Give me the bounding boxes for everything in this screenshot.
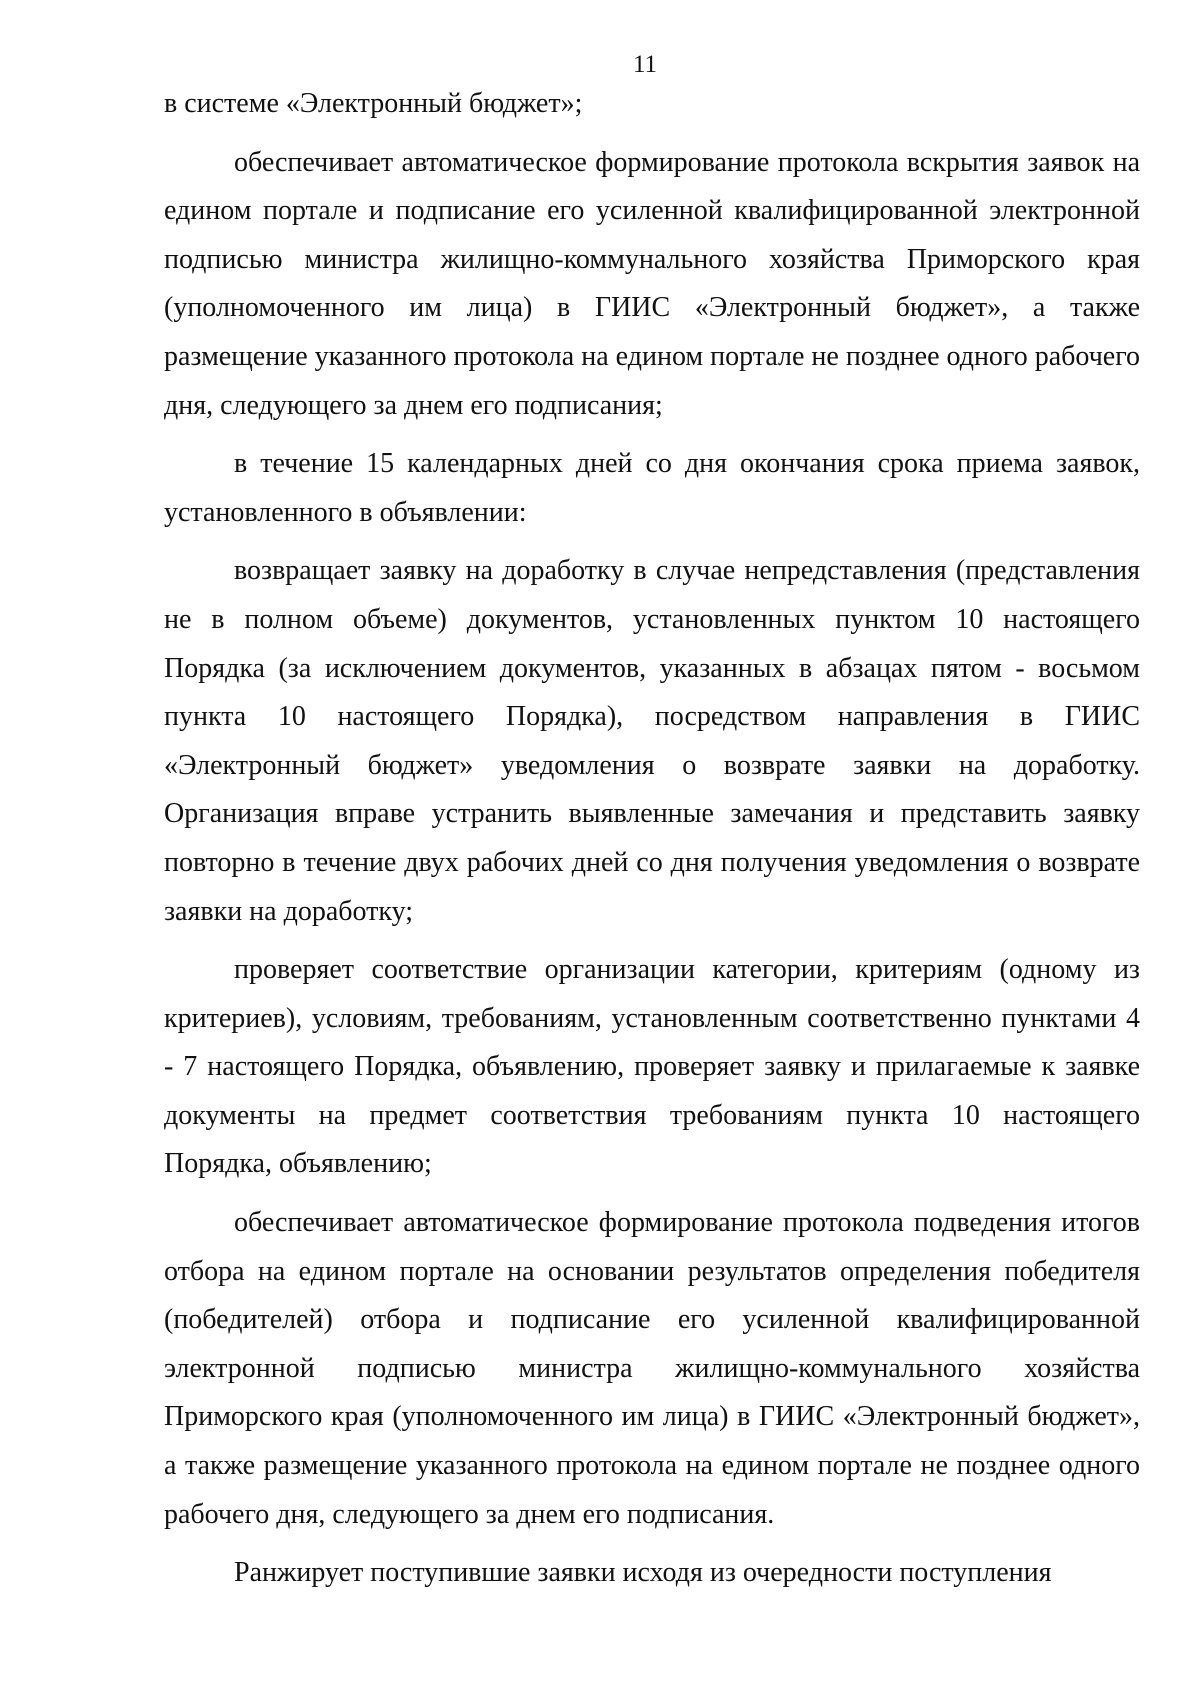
paragraph: обеспечивает автоматическое формирование протокола подведения итогов отбора на едином портале на основании результатов определения победителя (победителей) отбора и подписание его усиленной квалифицированной электронной подписью министра жилищно-коммунального хозяйства Приморского края (уполномоченного им лица) в ГИИС «Электронный бюджет», а также размещение указанного протокола на едином портале не позднее одного рабочего дня, следующего за днем его подписания. (164, 1207, 1140, 1530)
paragraph: в течение 15 календарных дней со дня окончания срока приема заявок, установленного в объявлении: (164, 448, 1140, 528)
page-number: 11 (632, 51, 658, 78)
document-body (164, 80, 1140, 1598)
paragraph: Ранжирует поступившие заявки исходя из очередности поступления (234, 1557, 1052, 1589)
paragraph: в системе «Электронный бюджет»; (164, 88, 583, 119)
paragraph: обеспечивает автоматическое формирование протокола вскрытия заявок на едином портале и подписание его усиленной квалифицированной электронной подписью министра жилищно-коммунального хозяйства Приморского края (уполномоченного им лица) в ГИИС «Электронный бюджет», а также размещение указанного протокола на едином портале не позднее одного рабочего дня, следующего за днем его подписания; (164, 146, 1140, 421)
paragraph: возвращает заявку на доработку в случае непредставления (представления не в полном объеме) документов, установленных пунктом 10 настоящего Порядка (за исключением документов, указанных в абзацах пятом - восьмом пункта 10 настоящего Порядка), посредством направления в ГИИС «Электронный бюджет» уведомления о возврате заявки на доработку. Организация вправе устранить выявленные замечания и представить заявку повторно в течение двух рабочих дней со дня получения уведомления о возврате заявки на доработку; (164, 555, 1140, 927)
paragraph: проверяет соответствие организации категории, критериям (одному из критериев), условиям, требованиям, установленным соответственно пунктами 4 - 7 настоящего Порядка, объявлению, проверяет заявку и прилагаемые к заявке документы на предмет соответствия требованиям пункта 10 настоящего Порядка, объявлению; (164, 954, 1140, 1180)
